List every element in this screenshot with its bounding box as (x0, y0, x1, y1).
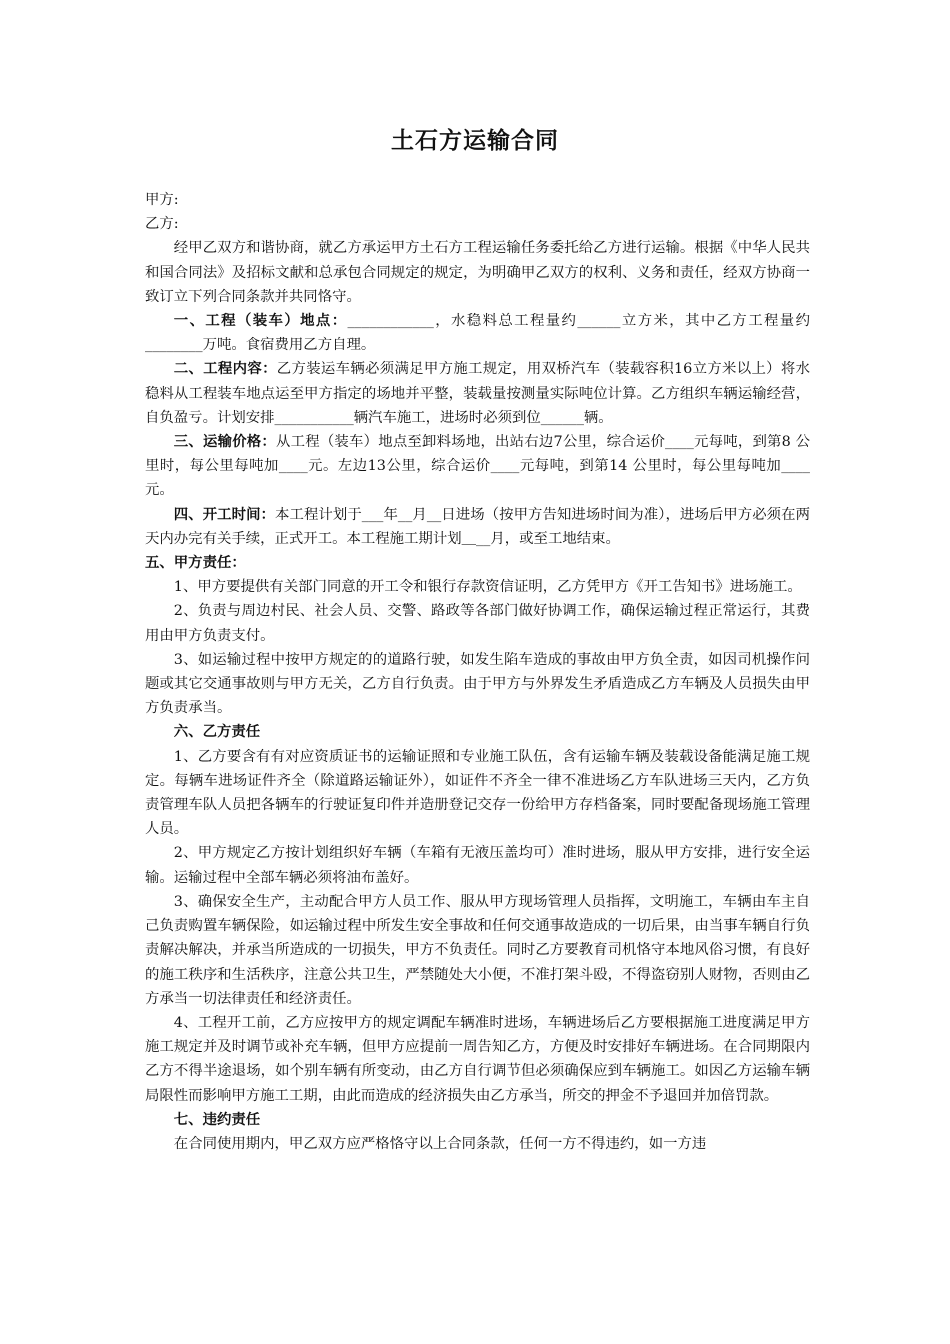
section-3-paragraph (145, 430, 810, 503)
section-6-heading: 六、乙方责任 (173, 724, 261, 741)
section-6-item: 2、甲方规定乙方按计划组织好车辆（车箱有无液压盖均可）准时进场，服从甲方安排，进行安全运输。运输过程中全部车辆必须将油布盖好。 (145, 845, 810, 886)
section-6-item: 4、工程开工前，乙方应按甲方的规定调配车辆准时进场，车辆进场后乙方要根据施工进度满足甲方施工规定并及时调节或补充车辆，但甲方应提前一周告知乙方，方便及时安排好车辆进场。在合同期限内乙方不得半途退场，如个别车辆有所变动，由乙方自行调节但必须确保应到车辆施工。如因乙方运输车辆局限性而影响甲方施工工期，由此而造成的经济损失由乙方承当，所交的押金不予退回并加倍罚款。 (145, 1014, 810, 1104)
section-3-heading: 三、运输价格： (173, 434, 277, 451)
section-2-paragraph (145, 357, 810, 430)
section-6-item: 3、确保安全生产，主动配合甲方人员工作、服从甲方现场管理人员指挥，文明施工，车辆由车主自己负责购置车辆保险，如运输过程中所发生安全事故和任何交通事故造成的一切后果，由当事车辆自行负责解决解决，并承当所造成的一切损失，甲方不负责任。同时乙方要教育司机恪守本地风俗习惯，有良好的施工秩序和生活秩序，注意公共卫生，严禁随处大小便，不准打架斗殴，不得盗窃别人财物，否则由乙方承当一切法律责任和经济责任。 (145, 893, 810, 1007)
section-1-paragraph (145, 309, 810, 357)
section-4-heading: 四、开工时间： (173, 506, 276, 523)
section-5-item: 2、负责与周边村民、社会人员、交警、路政等各部门做好协调工作，确保运输过程正常运行，其费用由甲方负责支付。 (145, 603, 810, 644)
party-a-line: 甲方: (145, 192, 179, 208)
section-7-text: 在合同使用期内，甲乙双方应严格恪守以上合同条款，任何一方不得违约，如一方违 (173, 1135, 707, 1152)
section-1-text: ____________，水稳料总工程量约______立方米，其中乙方工程量约________万吨。食宿费用乙方自理。 (145, 313, 810, 354)
section-2-heading: 二、工程内容： (173, 361, 277, 378)
intro-paragraph: 经甲乙双方和谐协商，就乙方承运甲方土石方工程运输任务委托给乙方进行运输。根据《中华人民共和国合同法》及招标文献和总承包合同规定的规定，为明确甲乙双方的权利、义务和责任，经双方协商一致订立下列合同条款并共同恪守。 (145, 240, 810, 305)
section-4-text: 本工程计划于___年__月__日进场（按甲方告知进场时间为准），进场后甲方必须在两天内办完有关手续，正式开工。本工程施工期计划＿__月，或至工地结束。 (145, 506, 810, 547)
section-5-heading: 五、甲方责任： (145, 555, 246, 572)
section-3-text: 从工程（装车）地点至卸料场地，出站右边7公里，综合运价____元每吨，到第8 公里时，每公里每吨加____元。左边13公里，综合运价____元每吨，到第14 公里时，每公里每吨加____元。 (145, 434, 810, 499)
section-5-item: 1、甲方要提供有关部门同意的开工令和银行存款资信证明，乙方凭甲方《开工告知书》进场施工。 (173, 579, 802, 596)
section-4-paragraph (145, 503, 810, 551)
section-2-text: 乙方装运车辆必须满足甲方施工规定，用双桥汽车（装载容积16立方米以上）将水稳料从工程装车地点运至甲方指定的场地并平整，装载量按测量实际吨位计算。乙方组织车辆运输经营，自负盈亏。计划安排___________辆汽车施工，进场时必须到位______辆。 (145, 361, 810, 426)
party-b-line: 乙方: (145, 216, 179, 233)
section-6-item: 1、乙方要含有有对应资质证书的运输证照和专业施工队伍，含有运输车辆及装载设备能满足施工规定。每辆车进场证件齐全（除道路运输证外），如证件不齐全一律不准进场乙方车队进场三天内，乙方负责管理车队人员把各辆车的行驶证复印件并造册登记交存一份给甲方存档备案，同时要配备现场施工管理人员。 (145, 748, 810, 838)
section-1-heading: 一、工程（装车）地点： (173, 313, 348, 330)
section-7-heading: 七、违约责任 (173, 1111, 261, 1128)
section-5-item: 3、如运输过程中按甲方规定的的道路行驶，如发生陷车造成的事故由甲方负全责，如因司机操作问题或其它交通事故则与甲方无关，乙方自行负责。由于甲方与外界发生矛盾造成乙方车辆及人员损失由甲方负责承当。 (145, 651, 810, 717)
document-body (145, 188, 810, 1156)
document-title: 土石方运输合同 (391, 128, 559, 154)
